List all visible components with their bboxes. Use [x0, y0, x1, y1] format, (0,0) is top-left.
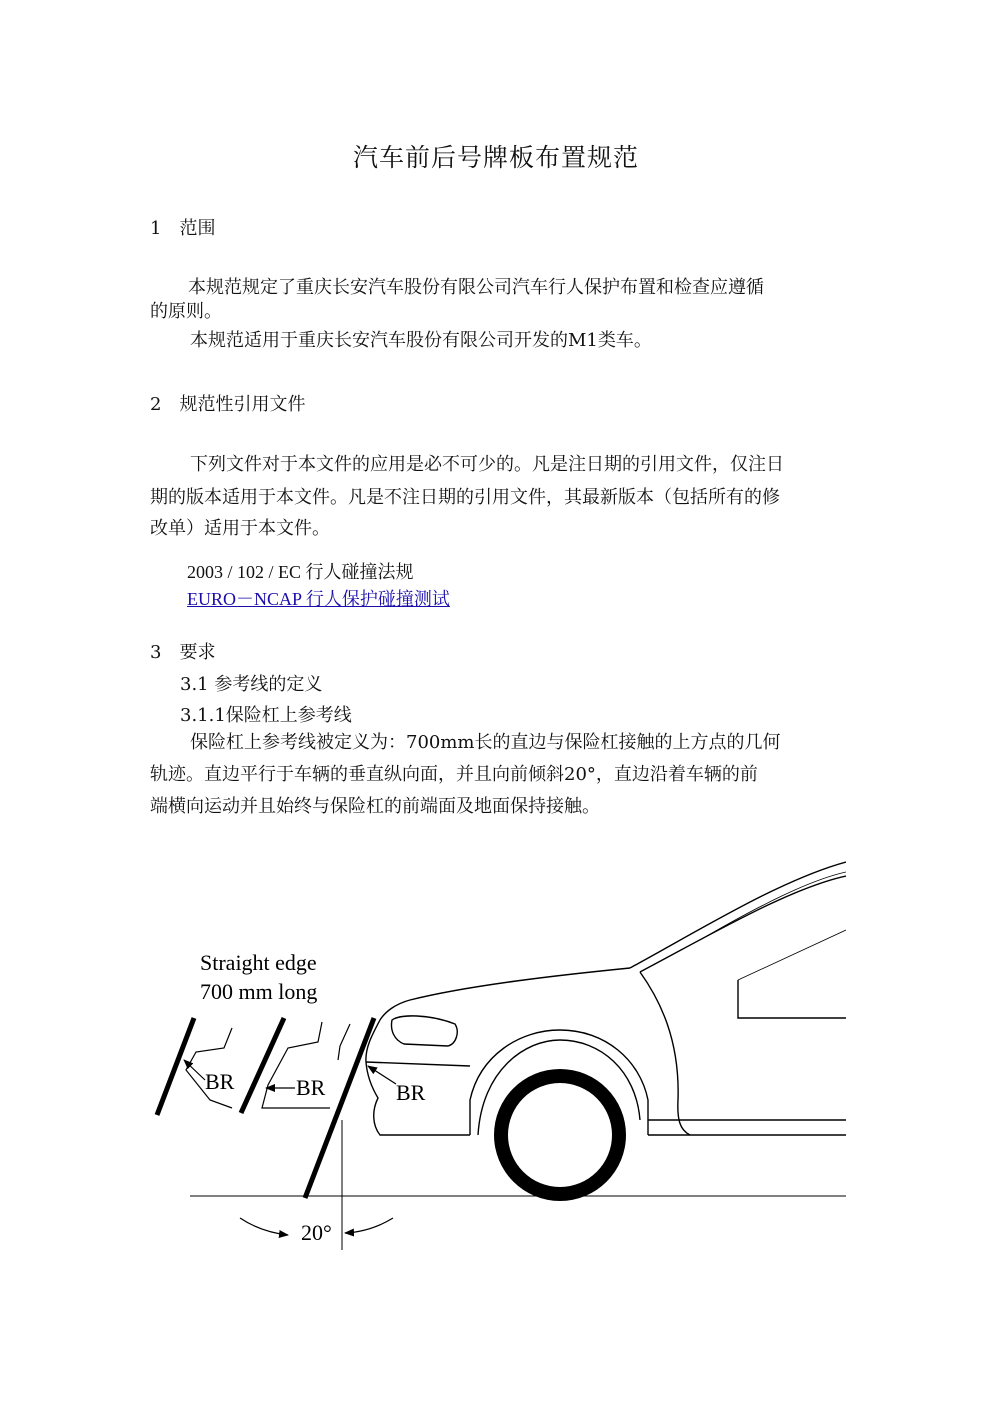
straight-edge-label-line-2: 700 mm long [200, 979, 318, 1004]
subsection-3-1-heading: 3.1 参考线的定义 [180, 674, 323, 695]
section-1-para-1-line-2: 的原则。 [150, 301, 222, 322]
section-1-para-1-line-1: 本规范规定了重庆长安汽车股份有限公司汽车行人保护布置和检查应遵循 [188, 277, 764, 298]
section-1-para-2: 本规范适用于重庆长安汽车股份有限公司开发的M1类车。 [190, 330, 652, 351]
page-title: 汽车前后号牌板布置规范 [352, 143, 639, 172]
br-arrow-1 [184, 1060, 205, 1080]
section-2-heading: 2 规范性引用文件 [150, 394, 306, 415]
subsection-3-1-1-heading: 3.1.1保险杠上参考线 [180, 705, 352, 726]
section-3-heading: 3 要求 [150, 642, 216, 663]
angle-arc-left [240, 1218, 288, 1235]
bumper-reference-line-diagram [150, 852, 846, 1252]
section-2-para-line-3: 改单）适用于本文件。 [150, 518, 330, 539]
straight-edge-2 [241, 1018, 284, 1113]
section-3-para-line-2: 轨迹。直边平行于车辆的垂直纵向面，并且向前倾斜20°，直边沿着车辆的前 [150, 764, 758, 785]
angle-label: 20° [301, 1220, 332, 1245]
br-label-1: BR [205, 1069, 235, 1094]
section-2-para-line-2: 期的版本适用于本文件。凡是不注日期的引用文件，其最新版本（包括所有的修 [150, 487, 780, 508]
angle-arc-right [345, 1218, 393, 1233]
reference-link[interactable]: EURO－NCAP 行人保护碰撞测试 [187, 589, 450, 609]
br-label-3: BR [396, 1080, 426, 1105]
front-wheel-rim [508, 1083, 612, 1187]
br-label-2: BR [296, 1075, 326, 1100]
section-3-para-line-1: 保险杠上参考线被定义为：700mm长的直边与保险杠接触的上方点的几何 [190, 732, 781, 753]
reference-item: 2003 / 102 / EC 行人碰撞法规 [187, 562, 414, 582]
br-arrow-3 [368, 1066, 396, 1084]
bumper-profile-sketches [186, 1022, 350, 1108]
section-2-para-line-1: 下列文件对于本文件的应用是必不可少的。凡是注日期的引用文件，仅注日 [190, 454, 784, 475]
section-1-heading: 1 范围 [150, 218, 216, 239]
straight-edge-label-line-1: Straight edge [200, 950, 317, 975]
section-3-para-line-3: 端横向运动并且始终与保险杠的前端面及地面保持接触。 [150, 796, 600, 817]
